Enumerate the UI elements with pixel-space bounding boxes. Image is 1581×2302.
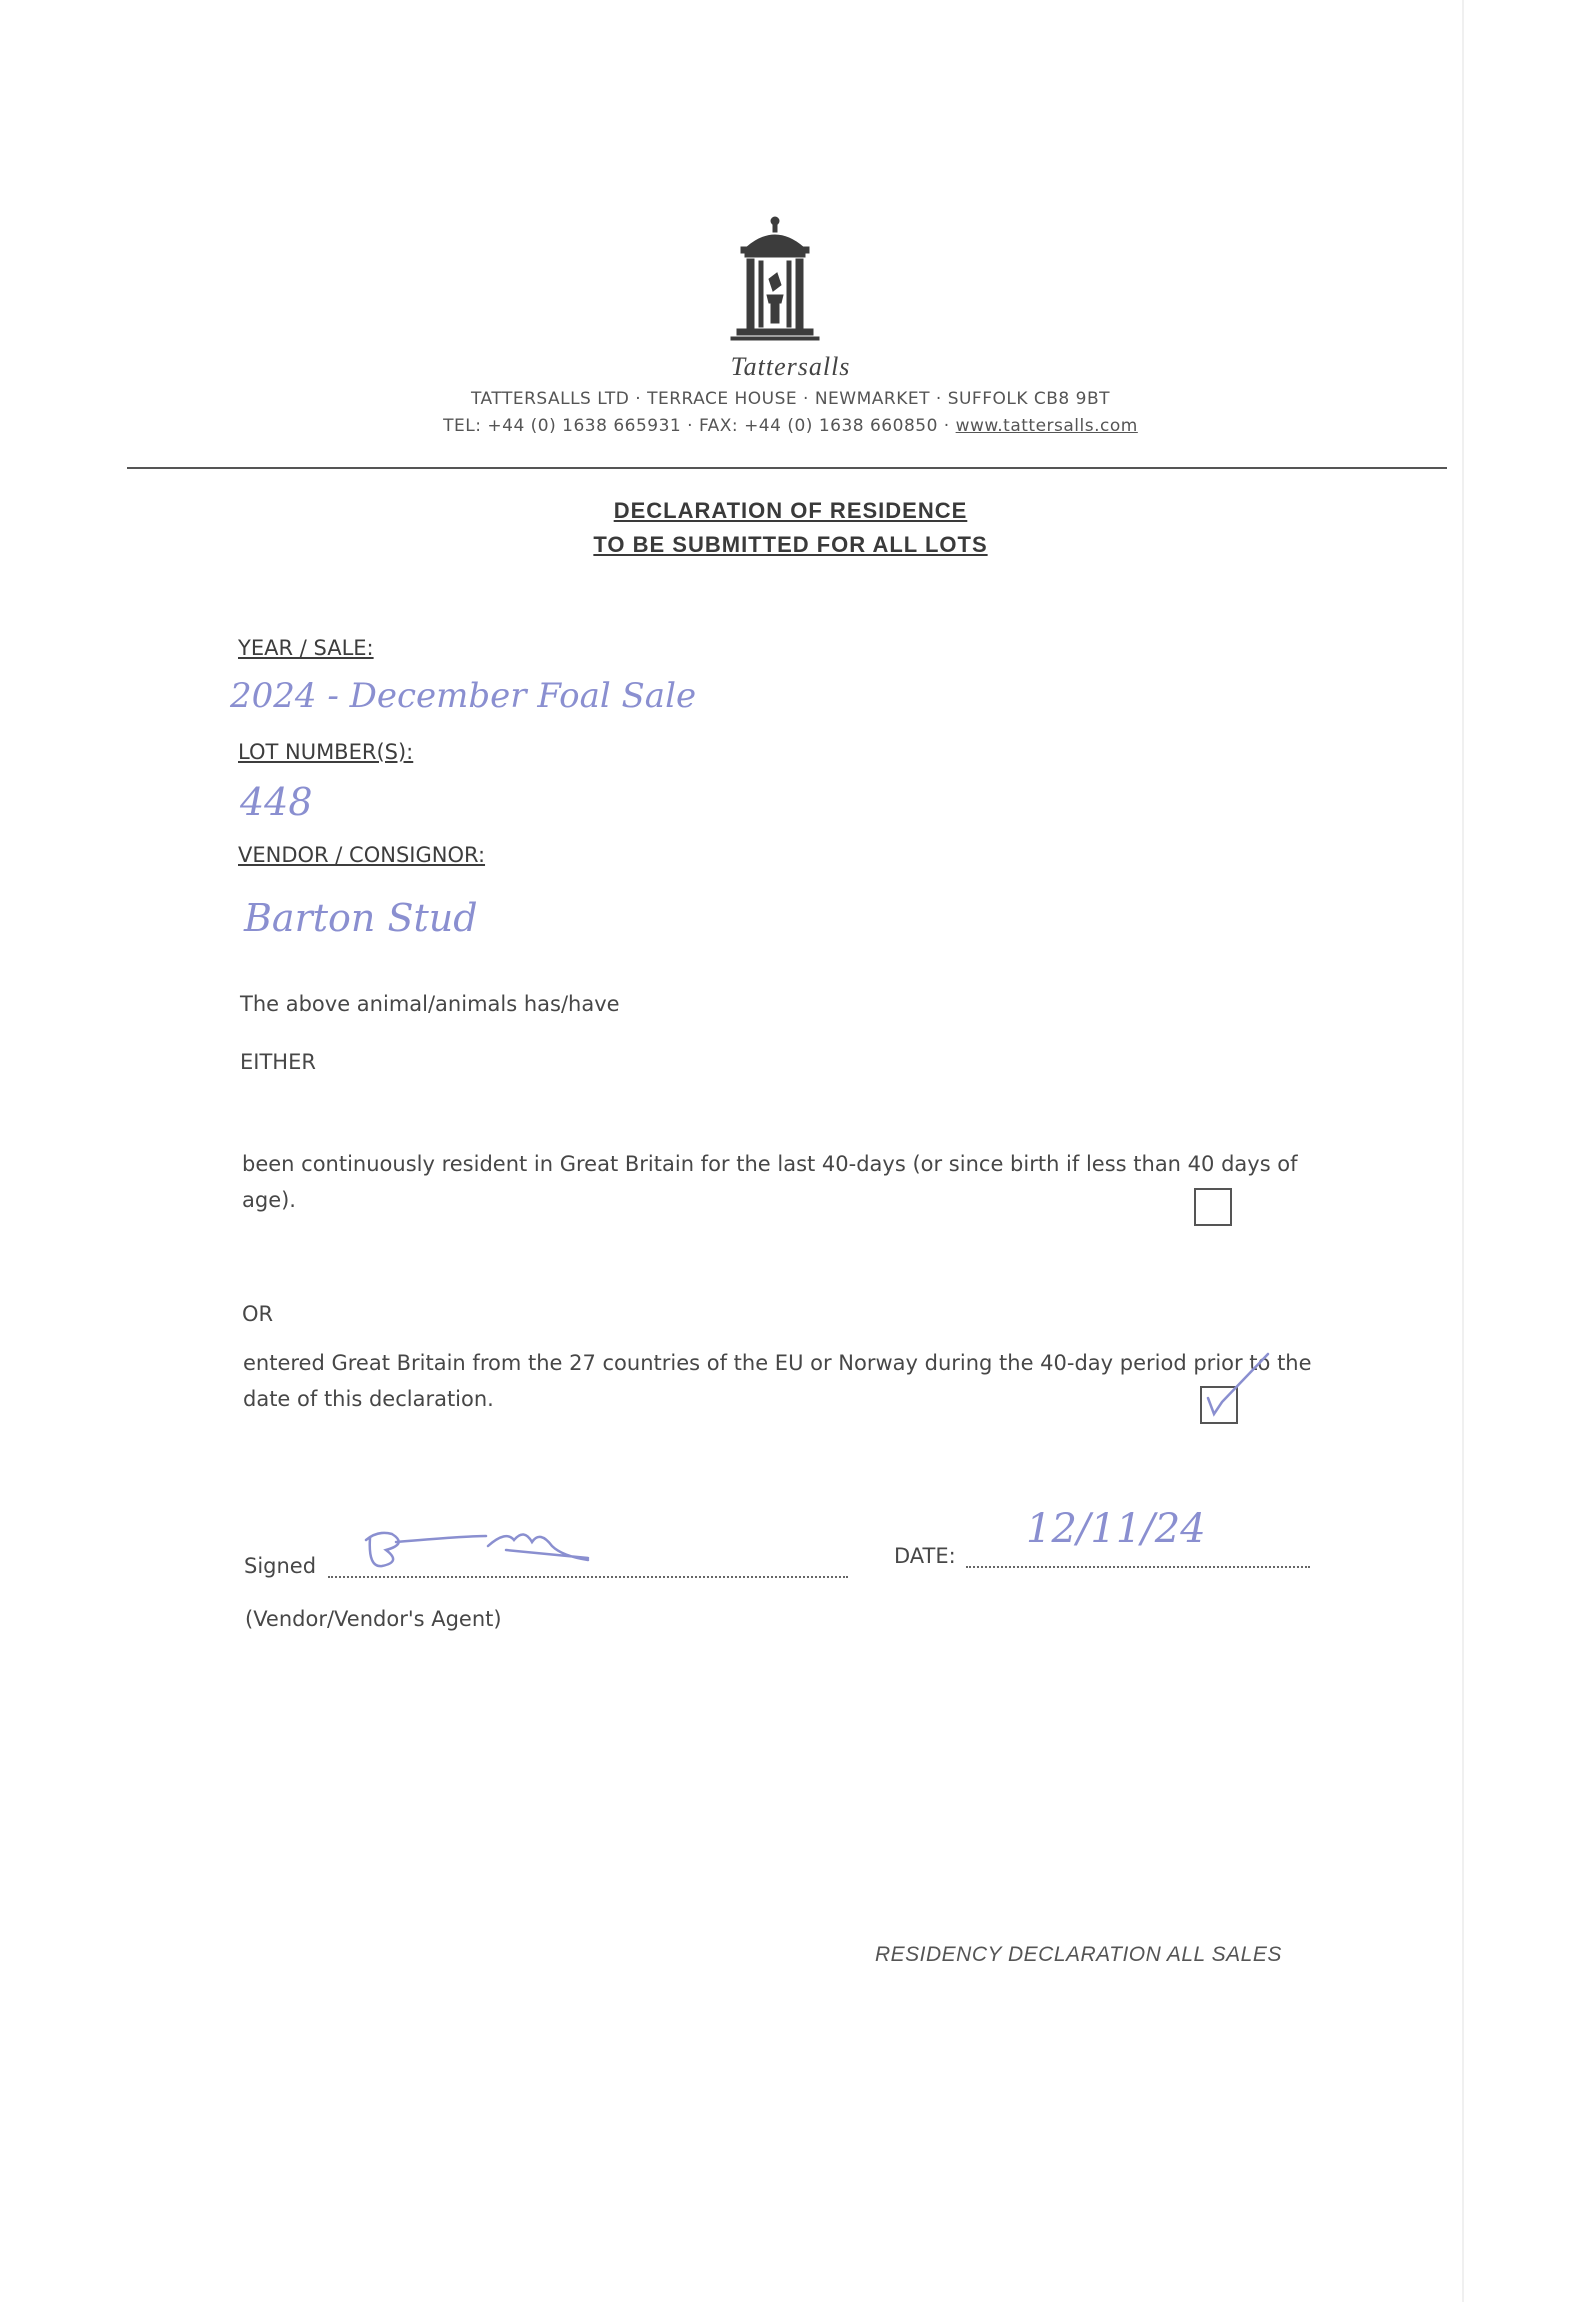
option-resident-text: been continuously resident in Great Britain for the last 40-days (or since birth if less than 40 days of age). [242,1152,1298,1212]
page-edge [1462,0,1464,2302]
year-sale-value[interactable]: 2024 - December Foal Sale [230,676,697,716]
document-title: DECLARATION OF RESIDENCE [613,498,968,523]
handwritten-signature [356,1516,596,1580]
date-label: DATE: [894,1544,956,1568]
document-subtitle: TO BE SUBMITTED FOR ALL LOTS [593,532,988,557]
vendor-value[interactable]: Barton Stud [244,896,478,940]
date-value[interactable]: 12/11/24 [1026,1506,1206,1552]
company-contact [0,416,1581,436]
signed-label: Signed [244,1554,317,1578]
or-label: OR [242,1302,274,1326]
lot-number-value[interactable]: 448 [240,780,313,824]
check-mark-icon [1200,1348,1280,1428]
date-line[interactable] [966,1566,1310,1568]
statement-intro: The above animal/animals has/have [240,992,620,1016]
vendor-role-label: (Vendor/Vendor's Agent) [245,1607,502,1631]
lot-number-label: LOT NUMBER(S): [238,740,414,764]
company-address: TATTERSALLS LTD · TERRACE HOUSE · NEWMARKET · SUFFOLK CB8 9BT [470,389,1110,409]
either-label: EITHER [240,1050,316,1074]
website-link[interactable]: www.tattersalls.com [955,416,1138,436]
option-entered-text: entered Great Britain from the 27 countries of the EU or Norway during the 40-day period prior to the date of this declaration. [243,1351,1312,1411]
form-reference: RESIDENCY DECLARATION ALL SALES [875,1943,1282,1966]
brand-name: Tattersalls [730,352,851,381]
option-resident-checkbox[interactable] [1194,1188,1232,1226]
rotunda-statue-logo-icon [727,213,823,353]
year-sale-label: YEAR / SALE: [238,636,374,660]
vendor-label: VENDOR / CONSIGNOR: [238,843,486,867]
contact-numbers: TEL: +44 (0) 1638 665931 · FAX: +44 (0) 1638 660850 · [443,416,956,436]
header-rule [127,467,1447,469]
